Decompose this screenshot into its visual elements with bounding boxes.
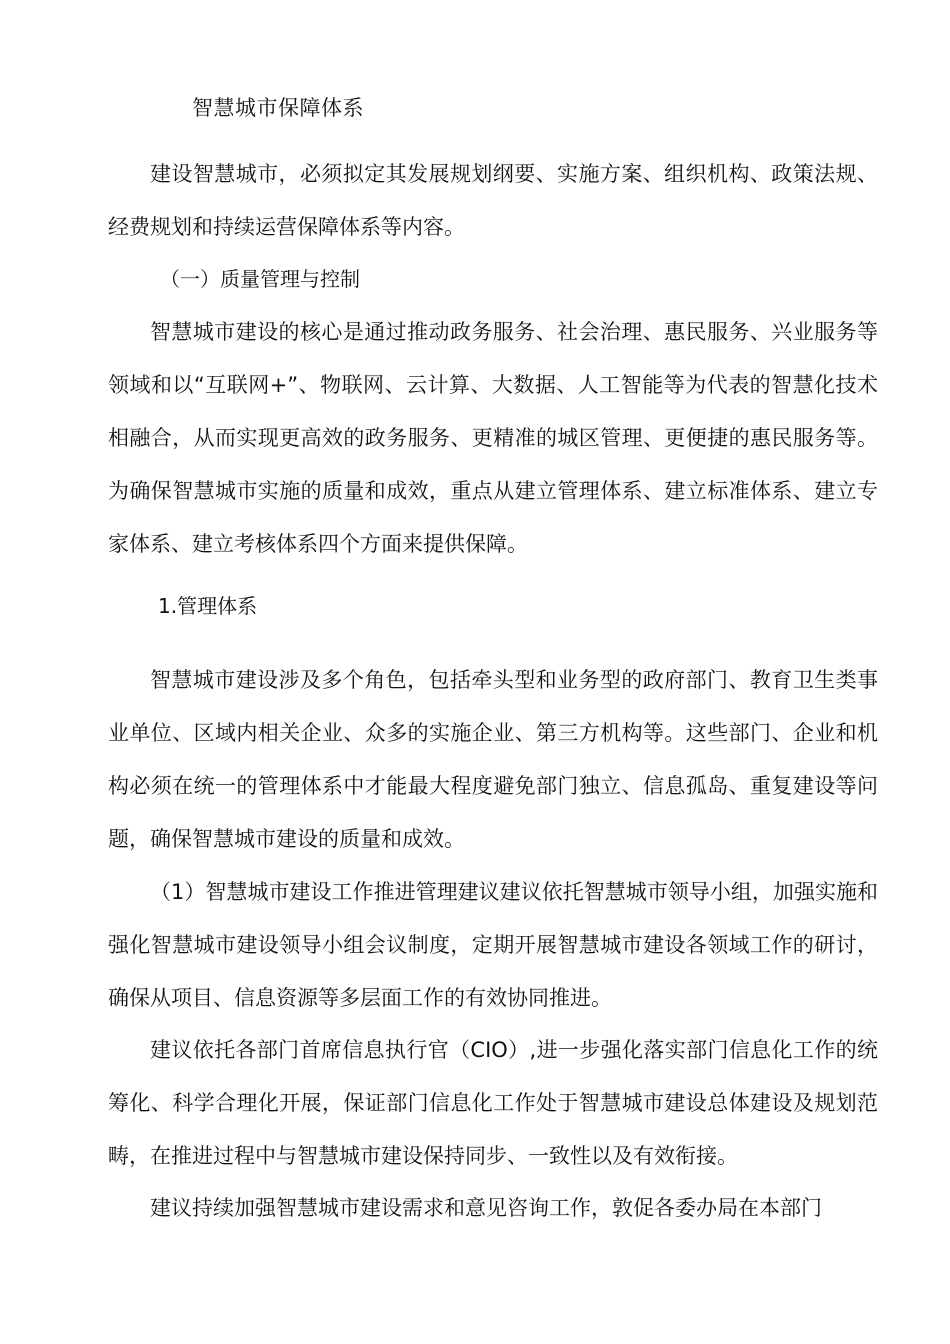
document-title: 智慧城市保障体系 xyxy=(192,96,364,120)
section-heading: （一）质量管理与控制 xyxy=(160,267,360,291)
paragraph-item-1: （1）智慧城市建设工作推进管理建议建议依托智慧城市领导小组，加强实施和强化智慧城市建设领导小组会议制度，定期开展智慧城市建设各领域工作的研讨，确保从项目、信息资源等多层面工作的有效协同推进。 xyxy=(108,880,878,1010)
sub-heading: 1.管理体系 xyxy=(158,594,258,618)
paragraph-roles: 智慧城市建设涉及多个角色，包括牵头型和业务型的政府部门、教育卫生类事业单位、区域内相关企业、众多的实施企业、第三方机构等。这些部门、企业和机构必须在统一的管理体系中才能最大程度避免部门独立、信息孤岛、重复建设等问题，确保智慧城市建设的质量和成效。 xyxy=(108,668,878,851)
paragraph-cio: 建议依托各部门首席信息执行官（CIO）,进一步强化落实部门信息化工作的统筹化、科学合理化开展，保证部门信息化工作处于智慧城市建设总体建设及规划范畴，在推进过程中与智慧城市建设保持同步、一致性以及有效衔接。 xyxy=(108,1038,878,1168)
paragraph-consult: 建议持续加强智慧城市建设需求和意见咨询工作，敦促各委办局在本部门 xyxy=(150,1196,822,1220)
paragraph-intro: 建设智慧城市，必须拟定其发展规划纲要、实施方案、组织机构、政策法规、经费规划和持续运营保障体系等内容。 xyxy=(108,162,878,239)
paragraph-core: 智慧城市建设的核心是通过推动政务服务、社会治理、惠民服务、兴业服务等领域和以“互联网+”、物联网、云计算、大数据、人工智能等为代表的智慧化技术相融合，从而实现更高效的政务服务、更精准的城区管理、更便捷的惠民服务等。为确保智慧城市实施的质量和成效，重点从建立管理体系、建立标准体系、建立专家体系、建立考核体系四个方面来提供保障。 xyxy=(108,320,878,556)
